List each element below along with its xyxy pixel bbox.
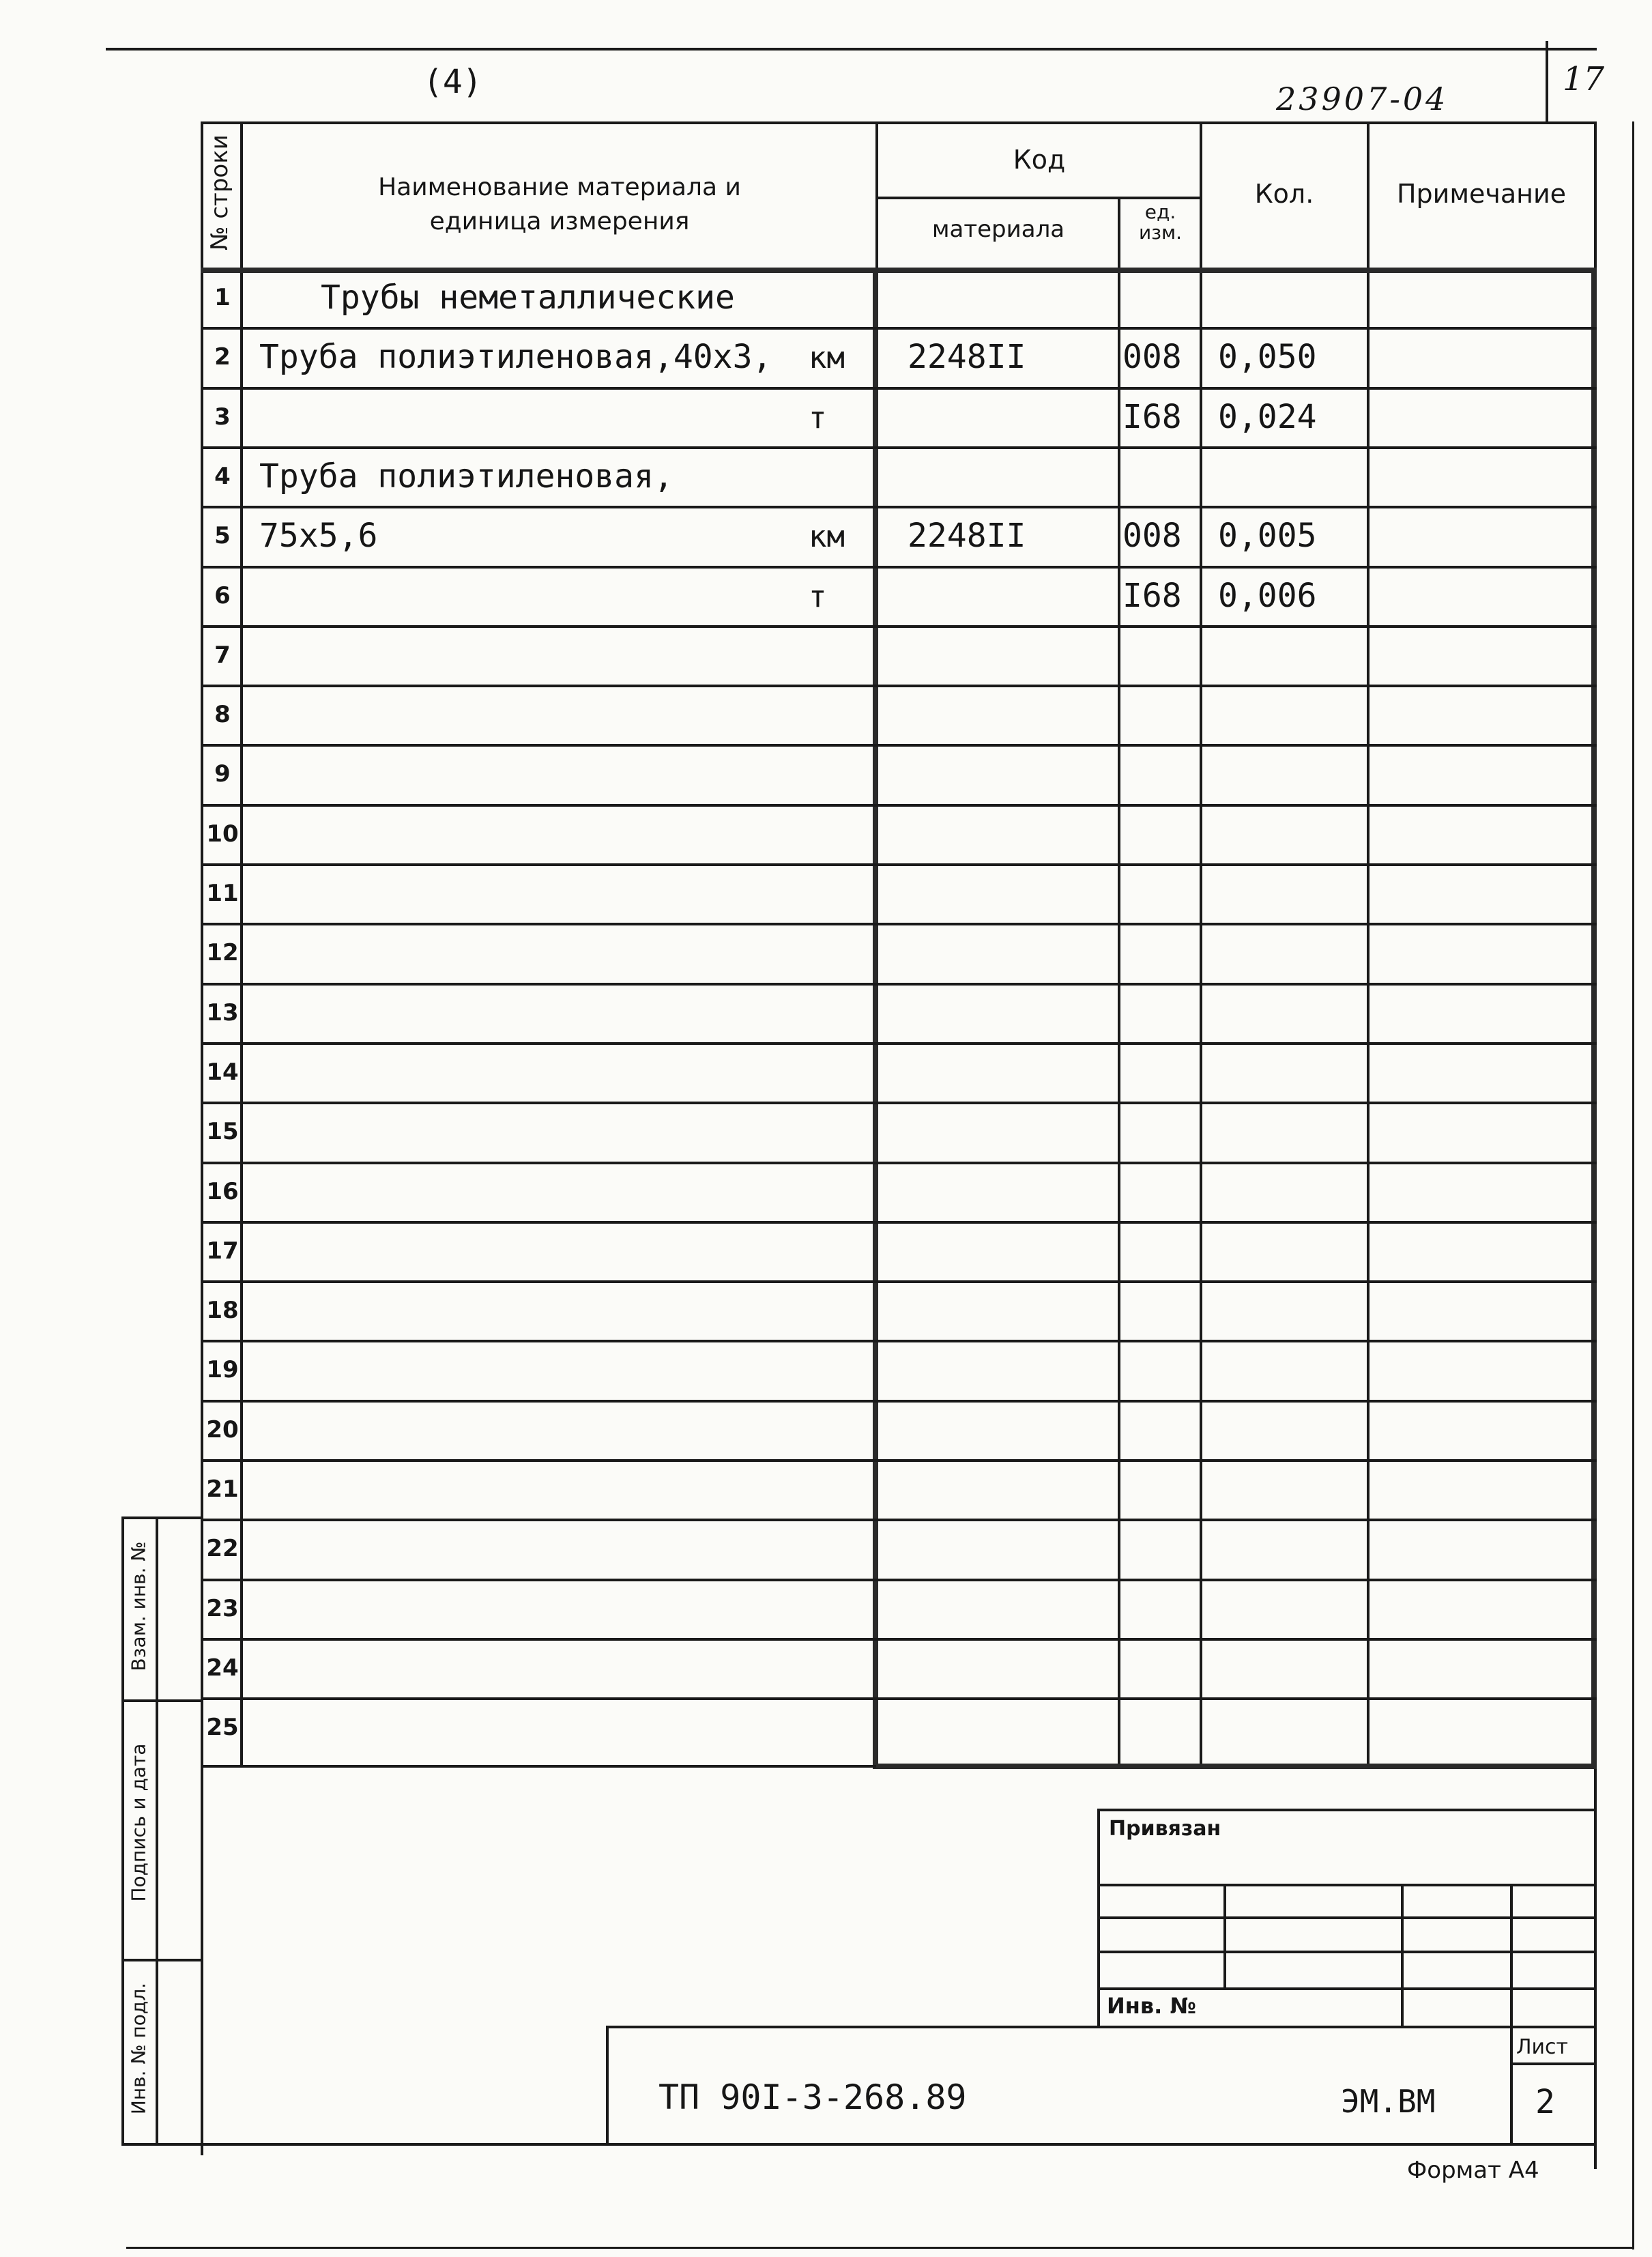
row-qty: 0,006 <box>1218 576 1317 615</box>
header-qty: Кол. <box>1254 179 1314 209</box>
row-number: 1 <box>214 284 231 311</box>
side-stamp-left-border <box>121 1516 124 2144</box>
row-name: 75х5,6 <box>259 517 378 556</box>
row-number: 12 <box>206 939 239 967</box>
row-number: 8 <box>214 701 231 729</box>
row-number: 25 <box>206 1714 239 1742</box>
row-divider <box>201 685 1597 687</box>
row-qty: 0,050 <box>1218 338 1317 377</box>
doc-number-handwritten: 23907-04 <box>1276 81 1449 117</box>
row-number: 18 <box>206 1297 239 1325</box>
row-divider <box>201 983 1597 986</box>
tb-main-top <box>607 2026 1597 2028</box>
row-material-code: 2248II <box>908 338 1026 377</box>
side-stamp-sep1 <box>121 1699 202 1702</box>
tb-grid-line3 <box>1097 1951 1595 1953</box>
top-right-tick <box>1546 41 1548 121</box>
top-rule <box>106 48 1597 51</box>
row-number: 19 <box>206 1356 239 1384</box>
row-unit: т <box>809 400 827 435</box>
header-name-line2: единица измерения <box>429 207 690 235</box>
row-divider <box>201 1221 1597 1224</box>
tb-grid-line4 <box>1097 1987 1595 1990</box>
row-number: 21 <box>206 1476 239 1503</box>
row-number: 2 <box>214 343 231 371</box>
tb-grid-col3 <box>1510 1884 1513 2143</box>
row-number: 4 <box>214 462 231 490</box>
row-number: 11 <box>206 880 239 907</box>
row-qty: 0,024 <box>1218 397 1317 436</box>
row-name: Труба полиэтиленовая,40х3, <box>259 338 772 377</box>
row-number: 14 <box>206 1058 239 1086</box>
code-block-left-border <box>873 268 878 1769</box>
row-qty: 0,005 <box>1218 517 1317 556</box>
row-divider <box>201 1280 1597 1283</box>
tb-grid-col1 <box>1223 1884 1226 1987</box>
header-code: Код <box>1013 145 1066 175</box>
side-stamp-inner-border <box>156 1516 158 2144</box>
row-divider <box>201 1519 1597 1521</box>
row-number: 9 <box>214 760 231 788</box>
format-label: Формат А4 <box>1407 2157 1539 2184</box>
row-name: Трубы неметаллические <box>321 278 735 317</box>
row-divider <box>201 1579 1597 1581</box>
row-number: 6 <box>214 581 231 609</box>
row-number: 24 <box>206 1654 239 1682</box>
tb-doc-code: ТП 90I-3-268.89 <box>658 2078 967 2117</box>
side-stamp-sep2 <box>121 1959 202 1961</box>
header-row-number: № строки <box>206 134 233 250</box>
row-number: 7 <box>214 641 231 669</box>
header-code-unit-line1: ед. <box>1144 201 1176 223</box>
tb-privyazan-label: Привязан <box>1109 1817 1221 1841</box>
side-stamp-top <box>121 1516 202 1519</box>
header-code-unit-line2: изм. <box>1138 221 1183 244</box>
row-divider <box>201 1102 1597 1104</box>
header-name-line1: Наименование материала и <box>378 173 741 201</box>
row-divider <box>201 566 1597 569</box>
row-divider <box>201 1042 1597 1045</box>
header-note: Примечание <box>1396 179 1567 209</box>
row-number: 22 <box>206 1535 239 1563</box>
side-label-podpis: Подпись и дата <box>127 1743 150 1902</box>
side-stamp-bottom <box>121 2143 1595 2146</box>
row-unit-code: 008 <box>1122 517 1182 556</box>
tb-privyazan-top <box>1099 1809 1597 1811</box>
side-label-inv-podl: Инв. № подл. <box>127 1982 150 2115</box>
tb-grid-col2 <box>1401 1884 1404 2027</box>
tb-grid-line2 <box>1097 1916 1595 1919</box>
row-number: 23 <box>206 1594 239 1622</box>
row-divider <box>201 1697 1597 1700</box>
row-divider <box>201 744 1597 747</box>
row-number: 5 <box>214 522 231 550</box>
row-unit: т <box>809 579 827 614</box>
section-number: (4) <box>423 63 482 101</box>
row-divider <box>201 1162 1597 1164</box>
bottom-rule <box>126 2247 1634 2249</box>
header-top-line <box>201 121 1597 124</box>
row-divider <box>201 506 1597 508</box>
tb-sheet-number: 2 <box>1535 2083 1555 2121</box>
row-unit: км <box>809 519 845 555</box>
tb-inv-label: Инв. № <box>1107 1993 1196 2019</box>
code-subheader-line <box>875 197 1201 199</box>
row-divider <box>201 1400 1597 1403</box>
row-divider <box>201 327 1597 330</box>
row-number: 10 <box>206 820 239 848</box>
row-divider <box>201 923 1597 925</box>
table-bottom-line <box>873 1764 1597 1769</box>
page-number-handwritten: 17 <box>1563 60 1605 98</box>
header-bottom-line <box>201 268 1597 273</box>
header-code-unit <box>1121 202 1200 243</box>
row-material-code: 2248II <box>908 517 1026 556</box>
row-divider <box>201 804 1597 807</box>
row-divider <box>201 1638 1597 1641</box>
row-number: 13 <box>206 998 239 1026</box>
row-number: 16 <box>206 1177 239 1205</box>
row-divider <box>201 387 1597 390</box>
row-unit-code: I68 <box>1122 576 1182 615</box>
row-divider <box>201 863 1597 866</box>
tb-grid-line1 <box>1097 1884 1595 1886</box>
tb-main-left <box>606 2026 609 2144</box>
row-divider <box>201 625 1597 628</box>
code-block-right-border <box>1591 268 1597 1769</box>
row-number: 3 <box>214 403 231 431</box>
tb-sheet-label: Лист <box>1516 2035 1569 2059</box>
tb-mark: ЭМ.ВМ <box>1341 2083 1436 2120</box>
header-code-material: материала <box>931 216 1065 243</box>
row-number: 20 <box>206 1415 239 1443</box>
header-name <box>246 171 873 239</box>
row-unit-code: I68 <box>1122 397 1182 436</box>
row-divider <box>201 1340 1597 1342</box>
tb-sheet-sep <box>1510 2062 1597 2065</box>
row-number: 17 <box>206 1237 239 1265</box>
row-name: Труба полиэтиленовая, <box>259 457 673 495</box>
outer-right-edge <box>1632 121 1634 2249</box>
row-unit: км <box>809 341 845 376</box>
row-number: 15 <box>206 1118 239 1146</box>
row-divider <box>201 446 1597 449</box>
side-label-vzam: Взам. инв. № <box>127 1541 150 1671</box>
row-unit-code: 008 <box>1122 338 1182 377</box>
name-col-bottom <box>201 1765 876 1768</box>
row-divider <box>201 1459 1597 1462</box>
